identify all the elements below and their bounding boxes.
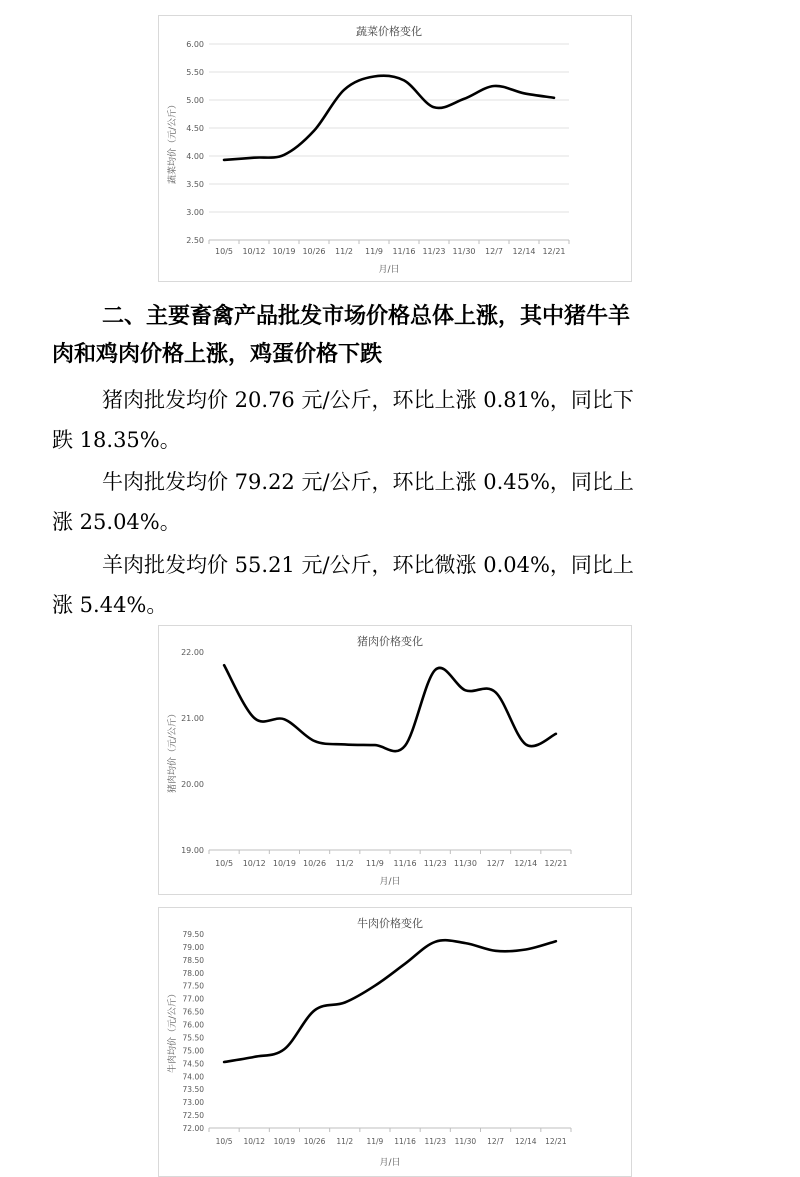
beef-y-tick-label: 74.50: [182, 1059, 204, 1069]
pork-price-chart: [158, 625, 632, 895]
pork-x-tick-label: 11/2: [335, 859, 354, 868]
mutton-paragraph-line-1: 羊肉批发均价 55.21 元/公斤，环比微涨 0.04%，同比上: [102, 553, 634, 577]
veg-y-tick-label: 5.50: [186, 68, 204, 77]
beef-y-tick-label: 73.00: [182, 1098, 204, 1108]
pork-y-tick-label: 21.00: [181, 714, 204, 723]
veg-x-tick-label: 11/30: [452, 247, 476, 256]
veg-x-tick-label: 12/21: [542, 247, 566, 256]
veg-y-tick-label: 5.00: [186, 96, 204, 105]
beef-y-tick-label: 75.50: [182, 1033, 204, 1043]
beef-x-tick-label: 11/30: [454, 1137, 477, 1146]
veg-x-tick-label: 11/16: [392, 247, 416, 256]
beef-y-tick-label: 79.50: [182, 930, 204, 939]
veg-x-tick-label: 11/23: [422, 247, 446, 256]
beef-y-tick-label: 76.50: [182, 1007, 204, 1017]
pork-chart-title: 猪肉价格变化: [357, 635, 423, 648]
pork-paragraph-line-2: 跌 18.35%。: [52, 428, 181, 452]
beef-x-tick-label: 11/23: [424, 1137, 447, 1146]
veg-chart-title: 蔬菜价格变化: [356, 25, 422, 38]
beef-x-tick-label: 11/9: [366, 1137, 384, 1146]
beef-x-tick-label: 12/21: [545, 1137, 567, 1146]
pork-x-tick-label: 12/21: [544, 859, 568, 868]
beef-x-tick-label: 12/14: [514, 1137, 537, 1146]
beef-y-axis-label: 牛肉均价（元/公斤）: [168, 988, 178, 1074]
beef-y-tick-label: 76.00: [182, 1020, 204, 1030]
pork-y-tick-label: 20.00: [181, 780, 204, 789]
veg-x-axis-label: 月/日: [378, 265, 400, 275]
pork-x-tick-label: 10/19: [272, 859, 296, 868]
pork-x-tick-label: 10/12: [242, 859, 266, 868]
veg-y-tick-label: 4.00: [186, 152, 204, 161]
beef-y-tick-label: 72.00: [182, 1124, 204, 1133]
veg-x-tick-label: 10/19: [272, 247, 296, 256]
veg-x-tick-label: 11/2: [335, 247, 353, 256]
beef-x-axis-label: 月/日: [379, 1158, 401, 1168]
pork-y-tick-label: 19.00: [181, 846, 204, 855]
pork-x-tick-label: 12/7: [486, 859, 505, 868]
pork-x-tick-label: 11/16: [393, 859, 417, 868]
veg-chart-svg: [159, 16, 631, 281]
beef-y-tick-label: 72.50: [182, 1111, 204, 1121]
section-heading-line-2: 肉和鸡肉价格上涨，鸡蛋价格下跌: [52, 342, 383, 367]
beef-y-tick-label: 79.00: [182, 942, 204, 952]
veg-x-tick-label: 10/12: [242, 247, 266, 256]
veg-y-axis-label: 蔬菜均价（元/公斤）: [168, 99, 178, 185]
beef-chart-title: 牛肉价格变化: [357, 917, 423, 930]
pork-x-tick-label: 10/26: [303, 859, 327, 868]
beef-y-tick-label: 78.50: [182, 955, 204, 965]
beef-chart-svg: [159, 908, 631, 1176]
beef-x-tick-label: 10/5: [215, 1137, 233, 1146]
beef-paragraph-line-2: 涨 25.04%。: [52, 510, 181, 534]
pork-y-tick-label: 22.00: [181, 648, 204, 657]
mutton-paragraph-line-2: 涨 5.44%。: [52, 593, 168, 617]
veg-y-tick-label: 3.50: [186, 180, 204, 189]
beef-x-tick-label: 11/2: [336, 1137, 354, 1146]
veg-y-tick-label: 3.00: [186, 208, 204, 217]
beef-y-tick-label: 75.00: [182, 1046, 204, 1056]
pork-x-axis-label: 月/日: [379, 877, 401, 887]
pork-series-line: [224, 665, 556, 751]
veg-y-tick-label: 2.50: [186, 236, 204, 245]
pork-x-tick-label: 11/30: [453, 859, 477, 868]
vegetable-price-chart: [158, 15, 632, 282]
section-heading: [52, 298, 752, 374]
beef-x-tick-label: 10/12: [243, 1137, 266, 1146]
beef-x-tick-label: 12/7: [487, 1137, 505, 1146]
beef-x-tick-label: 10/19: [273, 1137, 296, 1146]
section-heading-line-1: 二、主要畜禽产品批发市场价格总体上涨，其中猪牛羊: [102, 304, 631, 329]
pork-x-tick-label: 12/14: [514, 859, 538, 868]
veg-y-tick-label: 6.00: [186, 40, 204, 49]
veg-y-tick-label: 4.50: [186, 124, 204, 133]
veg-x-tick-label: 10/5: [215, 247, 233, 256]
pork-x-tick-label: 11/9: [365, 859, 384, 868]
beef-y-tick-label: 77.00: [182, 994, 204, 1004]
pork-paragraph-line-1: 猪肉批发均价 20.76 元/公斤，环比上涨 0.81%，同比下: [102, 388, 634, 412]
beef-y-tick-label: 77.50: [182, 981, 204, 991]
beef-series-line: [224, 940, 556, 1062]
beef-price-chart: [158, 907, 632, 1177]
veg-series-line: [224, 76, 554, 160]
veg-x-tick-label: 12/14: [512, 247, 536, 256]
beef-paragraph-line-1: 牛肉批发均价 79.22 元/公斤，环比上涨 0.45%，同比上: [102, 470, 634, 494]
pork-paragraph: [52, 380, 752, 460]
beef-x-tick-label: 10/26: [303, 1137, 326, 1146]
veg-x-tick-label: 11/9: [365, 247, 383, 256]
pork-y-axis-label: 猪肉均价（元/公斤）: [168, 708, 178, 794]
beef-y-tick-label: 74.00: [182, 1072, 204, 1082]
pork-x-tick-label: 11/23: [423, 859, 447, 868]
beef-y-tick-label: 78.00: [182, 968, 204, 978]
veg-x-tick-label: 12/7: [485, 247, 503, 256]
beef-x-tick-label: 11/16: [394, 1137, 416, 1146]
pork-x-tick-label: 10/5: [215, 859, 234, 868]
beef-y-tick-label: 73.50: [182, 1085, 204, 1095]
mutton-paragraph: [52, 545, 752, 625]
beef-paragraph: [52, 462, 752, 542]
pork-chart-svg: [159, 626, 631, 894]
veg-x-tick-label: 10/26: [302, 247, 326, 256]
